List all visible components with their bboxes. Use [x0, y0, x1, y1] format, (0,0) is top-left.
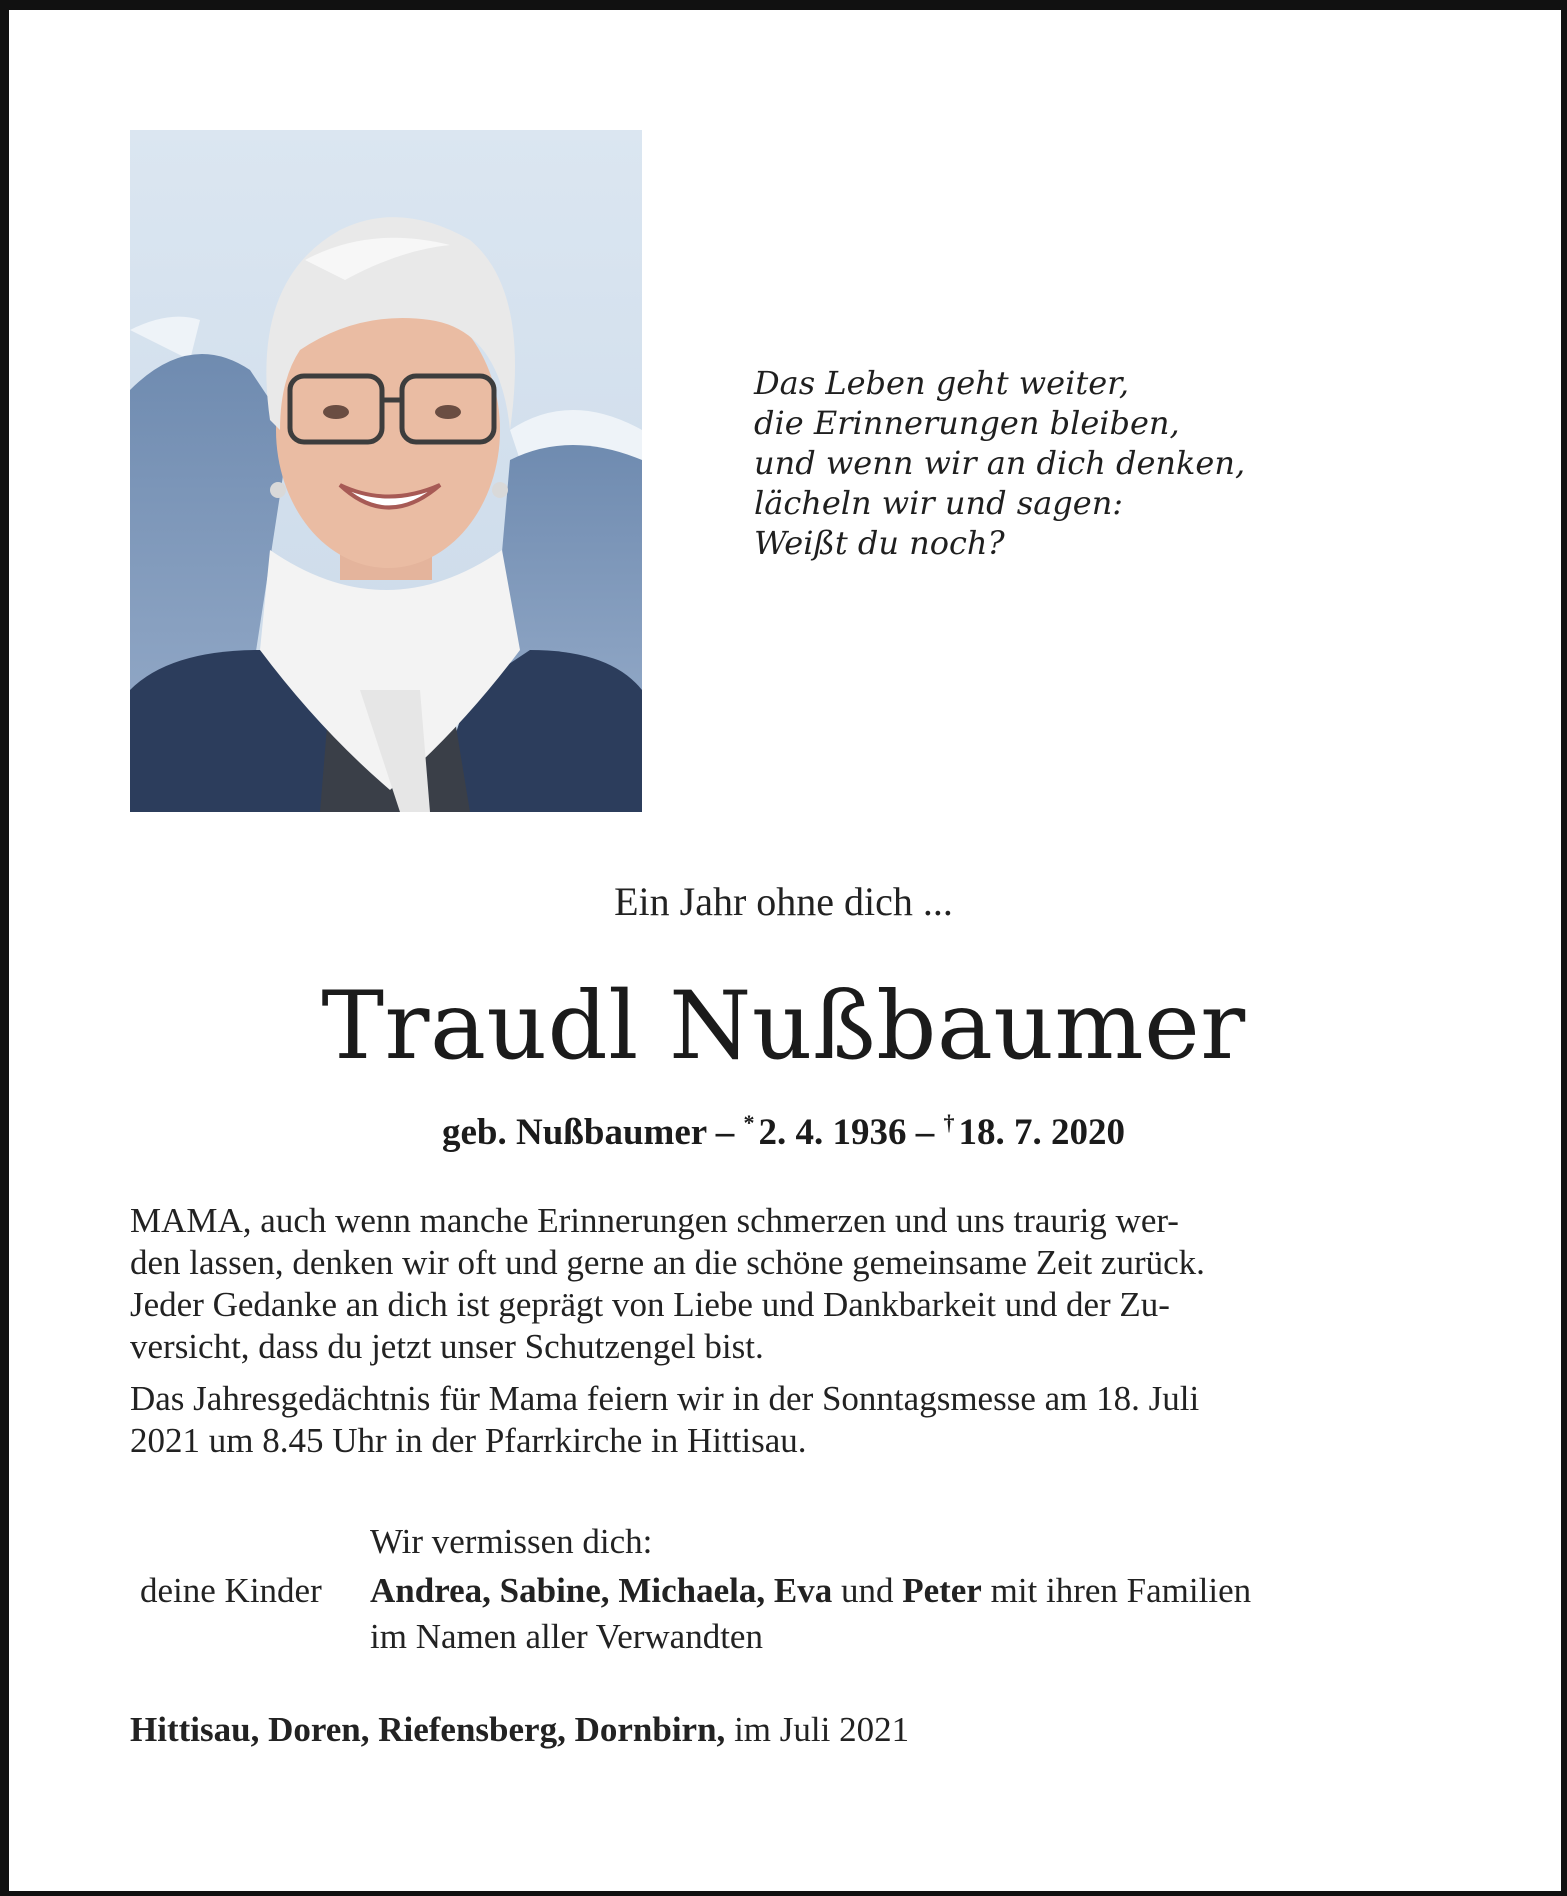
memorial-mass-paragraph: [130, 1378, 1436, 1462]
death-date: 18. 7. 2020: [958, 1112, 1126, 1153]
birth-date: 2. 4. 1936: [758, 1112, 907, 1153]
place-date: [130, 1710, 909, 1750]
poem: [754, 363, 1245, 563]
place-towns: Hittisau, Doren, Riefensberg, Dornbirn,: [130, 1710, 726, 1749]
message-body: [130, 1200, 1436, 1472]
children-names: [370, 1571, 1251, 1611]
signature-heading: Wir vermissen dich:: [370, 1522, 653, 1561]
birth-name: geb. Nußbaumer: [441, 1112, 707, 1153]
child-name: Eva: [773, 1571, 833, 1610]
child-name: Michaela,: [618, 1571, 766, 1610]
poem-line: Weißt du noch?: [754, 524, 1005, 562]
death-symbol: †: [943, 1110, 955, 1135]
dash-separator: –: [715, 1112, 735, 1153]
portrait-photo: [130, 130, 642, 812]
child-name: Andrea,: [370, 1571, 491, 1610]
deceased-name: Traudl Nußbaumer: [321, 972, 1246, 1081]
text-line: 2021 um 8.45 Uhr in der Pfarrkirche in Hittisau.: [130, 1421, 807, 1460]
signature-label: deine Kinder: [140, 1571, 322, 1610]
life-dates: [0, 1110, 1567, 1154]
poem-line: die Erinnerungen bleiben,: [754, 404, 1180, 442]
text-line: versicht, dass du jetzt unser Schutzengel bist.: [130, 1327, 764, 1366]
intro-text: Ein Jahr ohne dich ...: [614, 879, 953, 924]
text-line: MAMA, auch wenn manche Erinnerungen schmerzen und uns traurig wer-: [130, 1201, 1179, 1240]
conjunction: und: [840, 1571, 894, 1610]
birth-symbol: *: [743, 1110, 755, 1135]
place-month: im Juli 2021: [734, 1710, 910, 1749]
poem-line: Das Leben geht weiter,: [754, 364, 1130, 402]
child-name: Sabine,: [499, 1571, 610, 1610]
text-line: Das Jahresgedächtnis für Mama feiern wir in der Sonntagsmesse am 18. Juli: [130, 1379, 1200, 1418]
portrait-illustration: [130, 130, 642, 812]
text-line: Jeder Gedanke an dich ist geprägt von Liebe und Dankbarkeit und der Zu-: [130, 1285, 1170, 1324]
message-paragraph: [130, 1200, 1436, 1368]
text-line: den lassen, denken wir oft und gerne an die schöne gemeinsame Zeit zurück.: [130, 1243, 1205, 1282]
poem-line: lächeln wir und sagen:: [754, 484, 1124, 522]
poem-line: und wenn wir an dich denken,: [754, 444, 1246, 482]
child-name: Peter: [902, 1571, 982, 1610]
signature-tail: im Namen aller Verwandten: [370, 1617, 763, 1656]
dash-separator: –: [915, 1112, 935, 1153]
signature-suffix: mit ihren Familien: [990, 1571, 1252, 1610]
